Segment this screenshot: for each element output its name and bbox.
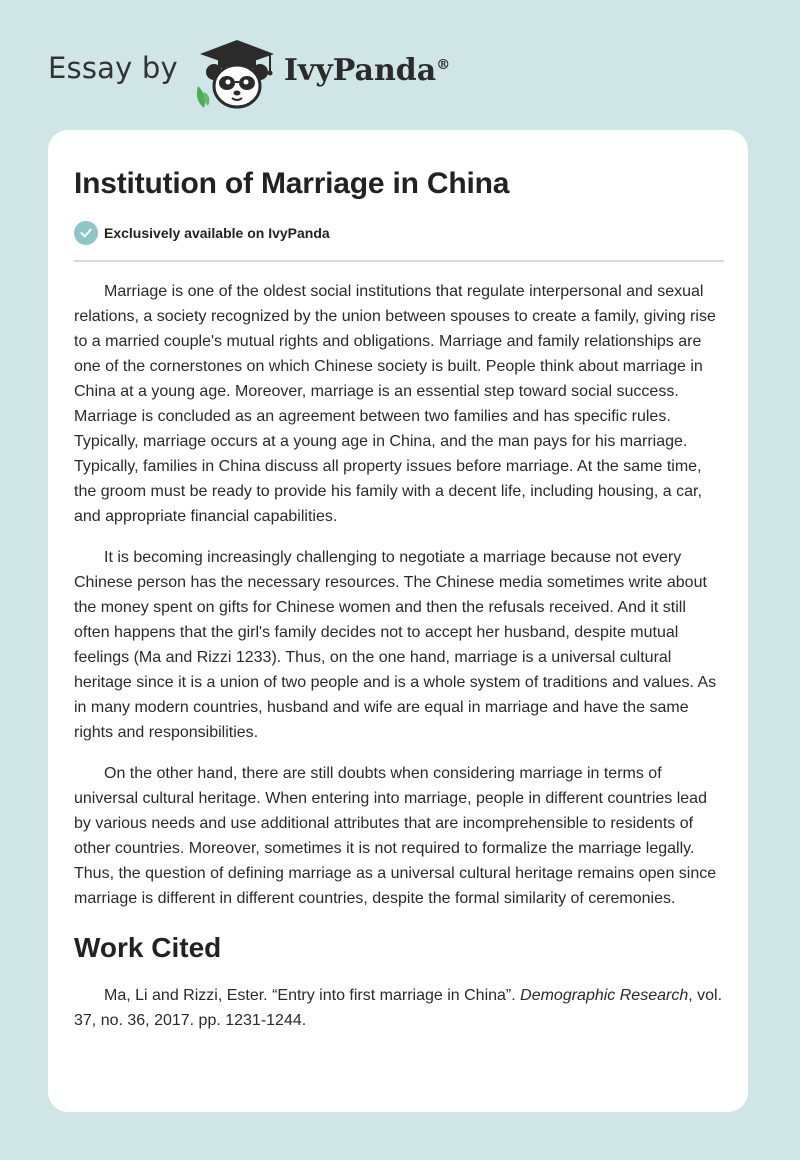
citation-journal: Demographic Research bbox=[520, 987, 689, 1004]
brand-name bbox=[284, 53, 450, 88]
works-cited-heading: Work Cited bbox=[74, 932, 222, 963]
panda-graduate-icon bbox=[192, 34, 282, 114]
divider bbox=[74, 260, 724, 262]
essay-by-label: Essay by bbox=[48, 51, 178, 85]
essay-card bbox=[48, 130, 748, 1112]
badge-label: Exclusively available on IvyPanda bbox=[104, 225, 330, 241]
body-paragraph: It is becoming increasingly challenging to negotiate a marriage because not every Chinese person has the necessary resources. The Chinese media sometimes write about the money spent on gifts for Chinese women and then the refusals received. And it still often happens that the girl's family decides not to accept her husband, despite mutual feelings (Ma and Rizzi 1233). Thus, on the one hand, marriage is a universal cultural heritage since it is a union of two people and is a whole system of traditions and values. As in many modern countries, husband and wife are equal in marriage and have the same rights and responsibilities. bbox=[74, 549, 717, 741]
registered-mark: ® bbox=[436, 56, 451, 73]
brand-label: IvyPanda bbox=[283, 52, 437, 88]
citation-entry bbox=[74, 983, 724, 1033]
citation-details: , vol. 37, no. 36, 2017. pp. 1231-1244. bbox=[74, 987, 723, 1029]
exclusive-badge bbox=[74, 220, 724, 246]
body-paragraph: On the other hand, there are still doubts when considering marriage in terms of universal cultural heritage. When entering into marriage, people in different countries lead by various needs and use additional attributes that are incomprehensible to residents of other countries. Moreover, sometimes it is not required to formalize the marriage legally. Thus, the question of defining marriage as a universal cultural heritage remains open since marriage is different in different countries, despite the formal similarity of ceremonies. bbox=[74, 765, 717, 907]
citation-authors-title: Ma, Li and Rizzi, Ester. “Entry into first marriage in China”. bbox=[104, 987, 521, 1004]
ivypanda-logo-icon[interactable] bbox=[192, 34, 282, 114]
check-icon bbox=[74, 221, 98, 245]
body-paragraph: Marriage is one of the oldest social institutions that regulate interpersonal and sexual relations, a society recognized by the union between spouses to create a family, giving rise to a married couple's mutual rights and obligations. Marriage and family relationships are one of the cornerstones on which Chinese society is built. People think about marriage in China at a young age. Moreover, marriage is an essential step toward social success. Marriage is concluded as an agreement between two families and has specific rules. Typically, marriage occurs at a young age in China, and the man pays for his marriage. Typically, families in China discuss all property issues before marriage. At the same time, the groom must be ready to provide his family with a decent life, including housing, a car, and appropriate financial capabilities. bbox=[74, 283, 716, 525]
page-title: Institution of Marriage in China bbox=[74, 167, 510, 200]
essay-content bbox=[74, 164, 724, 1033]
site-header bbox=[48, 34, 450, 114]
